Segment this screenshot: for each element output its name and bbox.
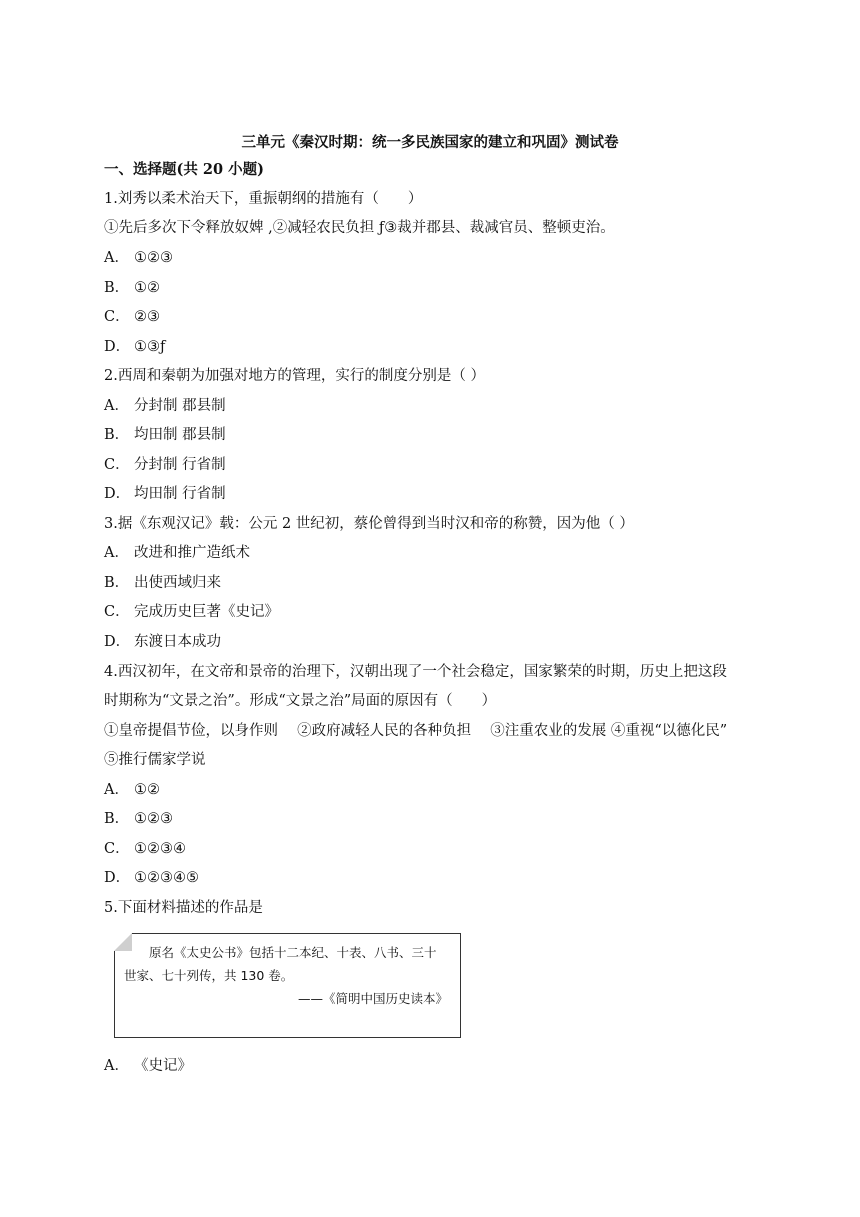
question-4-stem-line-1: 4.西汉初年，在文帝和景帝的治理下，汉朝出现了一个社会稳定，国家繁荣的时期，历史上把这段 bbox=[104, 664, 727, 680]
quote-source: ——《简明中国历史读本》 bbox=[297, 991, 448, 1006]
question-4-option-d: D． ①②③④⑤ bbox=[104, 870, 199, 886]
question-2-option-d: D． 均田制 行省制 bbox=[104, 486, 226, 502]
question-1-option-d: D． ①③ƒ bbox=[104, 339, 166, 355]
question-4-detail-line-2: ⑤推行儒家学说 bbox=[104, 752, 206, 768]
question-3-option-a: A． 改进和推广造纸术 bbox=[104, 545, 250, 561]
quote-line-2: 世家、七十列传，共 130 卷。 bbox=[124, 968, 294, 983]
question-3-stem: 3.据《东观汉记》载：公元 2 世纪初，蔡伦曾得到当时汉和帝的称赞，因为他（ ） bbox=[104, 516, 634, 532]
question-1-option-c: C． ②③ bbox=[104, 309, 160, 325]
question-5-option-a: A． 《史记》 bbox=[104, 1058, 192, 1074]
question-4-stem-line-2: 时期称为“文景之治”。形成“文景之治”局面的原因有（ ） bbox=[104, 693, 497, 709]
folded-corner-icon bbox=[114, 933, 132, 951]
question-5-stem: 5.下面材料描述的作品是 bbox=[104, 900, 263, 916]
question-2-stem: 2.西周和秦朝为加强对地方的管理，实行的制度分别是（ ） bbox=[104, 368, 485, 384]
question-3-option-c: C． 完成历史巨著《史记》 bbox=[104, 604, 279, 620]
question-1-stem: 1.刘秀以柔术治天下，重振朝纲的措施有（ ） bbox=[104, 191, 423, 207]
question-4-detail-line-1: ①皇帝提倡节俭，以身作则 ②政府减轻人民的各种负担 ③注重农业的发展 ④重视“以德化民” bbox=[104, 723, 728, 739]
question-4-option-b: B． ①②③ bbox=[104, 811, 173, 827]
question-1-option-a: A． ①②③ bbox=[104, 250, 173, 266]
question-4-option-a: A． ①② bbox=[104, 782, 160, 798]
question-3-option-b: B． 出使西域归来 bbox=[104, 575, 221, 591]
page-title: 三单元《秦汉时期：统一多民族国家的建立和巩固》测试卷 bbox=[241, 134, 619, 151]
section-heading: 一、选择题(共 20 小题) bbox=[104, 161, 264, 178]
quote-box bbox=[114, 933, 461, 1038]
quote-line-1: 原名《太史公书》包括十二本纪、十表、八书、三十 bbox=[149, 945, 437, 960]
question-1-option-b: B． ①② bbox=[104, 280, 160, 296]
question-2-option-c: C． 分封制 行省制 bbox=[104, 457, 226, 473]
question-1-detail: ①先后多次下令释放奴婢 ,②减轻农民负担 ƒ③裁并郡县、裁减官员、整顿吏治。 bbox=[104, 220, 615, 236]
question-2-option-b: B． 均田制 郡县制 bbox=[104, 427, 226, 443]
question-4-option-c: C． ①②③④ bbox=[104, 841, 186, 857]
question-3-option-d: D． 东渡日本成功 bbox=[104, 634, 221, 650]
question-2-option-a: A． 分封制 郡县制 bbox=[104, 398, 226, 414]
